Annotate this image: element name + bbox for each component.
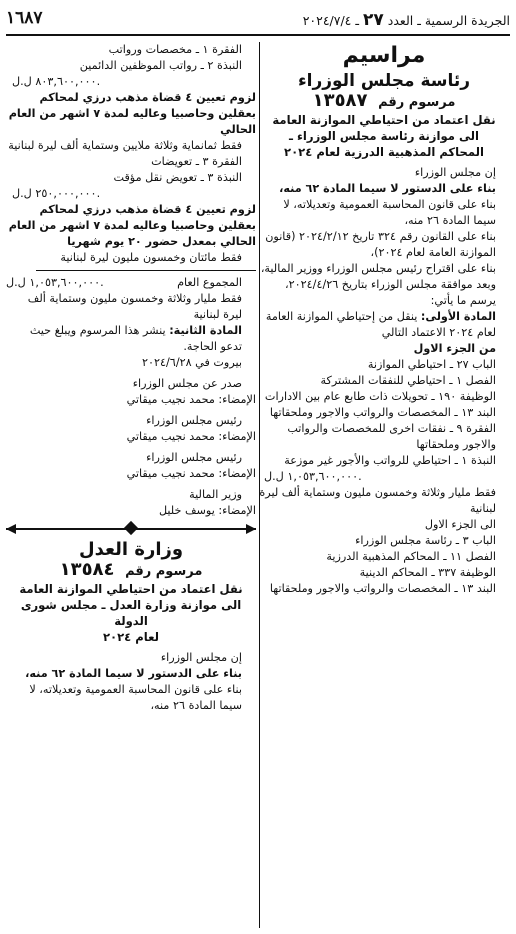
signature-line: الإمضاء: محمد نجيب ميقاتي bbox=[126, 467, 256, 480]
budget-line: الفقرة ١ ـ مخصصات ورواتب bbox=[108, 43, 242, 56]
page-number: ١٦٨٧ bbox=[6, 8, 43, 28]
section-title: مراسيم bbox=[342, 43, 426, 68]
signature-line: الإمضاء: محمد نجيب ميقاتي bbox=[126, 393, 256, 406]
budget-line: النبذة ١ ـ احتياطي للرواتب والأجور غير موزعة bbox=[284, 454, 496, 467]
total-separator bbox=[36, 270, 256, 271]
decree-subject bbox=[6, 581, 256, 645]
total-row bbox=[6, 275, 256, 291]
subject-line: نقل اعتماد من احتياطي الموازنة العامة bbox=[272, 113, 496, 127]
budget-line: الوظيفة ١٩٠ ـ تحويلات ذات طابع عام بين الادارات bbox=[264, 390, 496, 403]
decree-label: مرسوم رقم bbox=[378, 95, 456, 110]
right-column bbox=[258, 42, 510, 597]
budget-line: الفصل ١١ ـ المحاكم المذهبية الدرزية bbox=[326, 550, 496, 563]
issue-date: ٢٠٢٤/٧/٤ bbox=[302, 13, 352, 28]
decree-label: مرسوم رقم bbox=[125, 564, 203, 579]
constitution-clause: بناء على الدستور لا سيما المادة ٦٢ منه، bbox=[25, 667, 242, 680]
subject-line: نقل اعتماد من احتياطي الموازنة العامة bbox=[19, 582, 243, 596]
budget-line: البند ١٣ ـ المخصصات والرواتب والاجور وملحقاتها bbox=[269, 406, 496, 419]
constitution-clause: بناء على الدستور لا سيما المادة ٦٢ منه، bbox=[279, 182, 496, 195]
amount-value: ٢٥٠,٠٠٠,٠٠٠ ل.ل. bbox=[12, 187, 101, 200]
decrees-line: يرسم ما يأتي: bbox=[430, 294, 496, 307]
decree-heading bbox=[6, 561, 256, 581]
amount-words: فقط مائتان وخمسون مليون ليرة لبنانية bbox=[60, 251, 242, 264]
proposal-clause: بناء على اقتراح رئيس مجلس الوزراء ووزير المالية، bbox=[260, 262, 496, 275]
signature-line: الإمضاء: يوسف خليل bbox=[158, 504, 256, 517]
section-ornament bbox=[6, 522, 256, 536]
law-clause: بناء على قانون المحاسبة العمومية وتعديلاته، لا سيما المادة ٢٦ منه، bbox=[29, 683, 242, 712]
article-text: ينقل من إحتياطي الموازنة العامة لعام ٢٠٢٤ الاعتماد التالي bbox=[265, 310, 496, 339]
budget-line: النبذة ٢ ـ رواتب الموظفين الدائمين bbox=[79, 59, 242, 72]
authority-title: رئاسة مجلس الوزراء bbox=[297, 71, 471, 91]
signer-title: رئيس مجلس الوزراء bbox=[146, 414, 242, 427]
signer-title: وزير المالية bbox=[189, 488, 242, 501]
total-amount: ١,٠٥٣,٦٠٠,٠٠٠ ل.ل. bbox=[6, 276, 104, 289]
decree-heading bbox=[258, 92, 510, 112]
law-clause: بناء على القانون رقم ٣٢٤ تاريخ ٢٠٢٤/٢/١٢ (قانون الموازنة العامة لعام ٢٠٢٤)، bbox=[265, 230, 496, 259]
reason-text: لزوم تعيين ٤ قضاة مذهب درزي لمحاكم بعقلين وحاصبيا وعاليه لمدة ٧ اشهر من العام الحالي bbox=[8, 91, 256, 136]
approval-clause: وبعد موافقة مجلس الوزراء بتاريخ ٢٠٢٤/٤/٢٦، bbox=[285, 278, 496, 291]
amount-words: فقط ثمانماية وثلاثة ملايين وستماية ألف ليرة لبنانية bbox=[8, 139, 242, 152]
ministry-title: وزارة العدل bbox=[78, 539, 184, 560]
subject-line: الى موازنة وزارة العدل ـ مجلس شورى الدولة bbox=[20, 598, 242, 628]
amount-value: ١,٠٥٣,٦٠٠,٠٠٠ ل.ل. bbox=[264, 470, 362, 483]
budget-line: الباب ٢٧ ـ احتياطي الموازنة bbox=[367, 358, 496, 371]
budget-line: الوظيفة ٣٣٧ ـ المحاكم الدينية bbox=[359, 566, 496, 579]
amount-words: فقط مليار وثلاثة وخمسون مليون وستماية ألف ليرة لبنانية bbox=[259, 486, 496, 515]
issue-number: ٢٧ bbox=[363, 10, 384, 30]
council-line: إن مجلس الوزراء bbox=[414, 166, 496, 179]
article-label: المادة الثانية: bbox=[169, 324, 242, 337]
budget-line: الفصل ١ ـ احتياطي للنفقات المشتركة bbox=[320, 374, 496, 387]
article-label: المادة الأولى: bbox=[420, 310, 496, 323]
budget-line: الباب ٣ ـ رئاسة مجلس الوزراء bbox=[355, 534, 496, 547]
gazette-name: الجريدة الرسمية ـ العدد bbox=[387, 13, 510, 28]
council-line: إن مجلس الوزراء bbox=[160, 651, 242, 664]
article-one bbox=[258, 309, 510, 341]
decree-number: ١٣٥٨٤ bbox=[59, 559, 115, 580]
subject-line: لعام ٢٠٢٤ bbox=[102, 630, 160, 644]
article-text: ينشر هذا المرسوم ويبلغ حيث تدعو الحاجة. bbox=[29, 324, 242, 353]
decree-subject bbox=[258, 112, 510, 160]
decree-number: ١٣٥٨٧ bbox=[312, 90, 368, 111]
budget-line: النبذة ٣ ـ تعويض نقل مؤقت bbox=[113, 171, 242, 184]
place-date: بيروت في ٢٠٢٤/٦/٢٨ bbox=[142, 356, 242, 369]
part-heading: الى الجزء الاول bbox=[424, 518, 496, 531]
left-column bbox=[6, 42, 256, 714]
total-label: المجموع العام bbox=[177, 276, 242, 289]
signer-title: صدر عن مجلس الوزراء bbox=[132, 377, 242, 390]
reason-text: لزوم تعيين ٤ قضاة مذهب درزي لمحاكم بعقلين وحاصبيا وعاليه لمدة ٧ اشهر من العام الحالي بمعدل حضور ٢٠ يوم شهريا bbox=[8, 203, 256, 248]
subject-line: الى موازنة رئاسة مجلس الوزراء ـ bbox=[289, 129, 479, 143]
budget-line: البند ١٣ ـ المخصصات والرواتب والاجور وملحقاتها bbox=[269, 582, 496, 595]
article-two bbox=[6, 323, 256, 355]
total-words: فقط مليار وثلاثة وخمسون مليون وستماية ألف ليرة لبنانية bbox=[27, 292, 242, 321]
signer-title: رئيس مجلس الوزراء bbox=[146, 451, 242, 464]
budget-line: الفقرة ٩ ـ نفقات اخرى للمخصصات والرواتب والاجور وملحقاتها bbox=[287, 422, 496, 451]
signature-line: الإمضاء: محمد نجيب ميقاتي bbox=[126, 430, 256, 443]
law-clause: بناء على قانون المحاسبة العمومية وتعديلاته، لا سيما المادة ٢٦ منه، bbox=[283, 198, 496, 227]
part-heading: من الجزء الاول bbox=[413, 342, 496, 355]
amount-value: ٨٠٣,٦٠٠,٠٠٠ ل.ل. bbox=[12, 75, 101, 88]
gazette-issue-line: الجريدة الرسمية ـ العدد ٢٧ ـ ٢٠٢٤/٧/٤ bbox=[302, 10, 510, 30]
page-header bbox=[6, 8, 510, 36]
subject-line: المحاكم المذهبية الدرزية لعام ٢٠٢٤ bbox=[284, 145, 484, 159]
budget-line: الفقرة ٣ ـ تعويضات bbox=[151, 155, 242, 168]
